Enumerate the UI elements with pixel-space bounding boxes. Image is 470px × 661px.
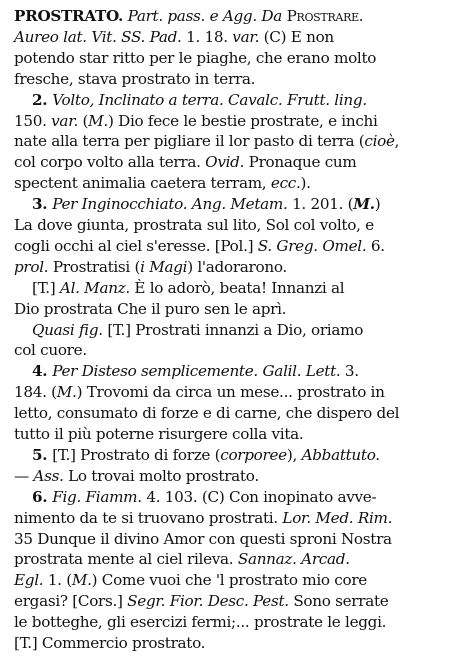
entry-text-segment: Per Inginocchiato. Ang. Metam. [52,195,288,214]
entry-line [14,257,287,277]
entry-line [14,403,399,423]
entry-text-segment: 6. [32,487,53,506]
entry-text-segment: M. [56,383,77,402]
entry-text-segment: ) Come vuoi che 'l prostrato mio core [91,571,367,590]
entry-text-segment: ) [374,195,381,214]
entry-text-segment: 35 Dunque il divino Amor con questi sproni Nostra [14,529,392,548]
entry-text-segment: È lo adorò, beata! Innanzi al [129,278,345,297]
entry-text-segment: (C) E non [259,27,334,46]
entry-text-segment: La dove giunta, prostrata sul lito, Sol col volto, e [14,216,374,234]
entry-text-segment: Segr. Fior. Desc. Pest. [127,592,289,611]
entry-text-segment: 4. [32,362,53,381]
entry-text-segment: fresche, stava prostrato in terra. [14,69,256,88]
entry-text-segment: Pronaque cum [244,153,357,172]
entry-line [14,340,87,360]
entry-text-segment: ). [300,174,311,193]
entry-text-segment: Part. pass. e Agg. Da [127,7,287,25]
entry-text-segment: le botteghe, gli esercizi fermi;... prostrate le leggi. [14,613,387,632]
headword: PROSTRATO. [14,7,124,25]
entry-text-segment: 2. [32,90,53,109]
entry-text-segment: 5. [32,445,53,464]
entry-text-segment: Fig. Fiamm. [52,487,142,506]
entry-text-segment: var. [51,111,79,130]
entry-line [14,591,388,611]
entry-text-segment: . [358,7,364,25]
entry-text-segment: letto, consumato di forze e di carne, che dispero del [14,404,400,423]
entry-text-segment: corporee [220,445,287,464]
entry-text-segment: [T.] [32,278,60,297]
entry-line [14,612,386,632]
entry-line [14,466,259,486]
entry-text-segment: col corpo volto alla terra. [14,153,206,172]
entry-text-segment: S. Greg. Omel. [257,236,367,255]
entry-line [14,152,357,172]
entry-line [14,299,286,319]
entry-text-segment: 1. 18. [181,27,233,46]
entry-text-segment: prostrata mente al ciel rileva. [14,550,238,569]
entry-text-segment: 3. [32,195,53,214]
entry-text-segment: col cuore. [14,341,87,360]
entry-text-segment: 1. 201. ( [287,195,354,214]
entry-text-segment: ) Trovomi da circa un mese... prostrato in [76,383,385,402]
entry-text-segment: , [394,132,400,151]
entry-line [32,445,380,465]
entry-text-segment: Aureo lat. Vit. SS. Pad. [14,27,182,46]
entry-text-segment: Per Disteso semplicemente. Galil. Lett. [52,362,341,381]
entry-text-segment: M. [71,571,92,590]
entry-text-segment: [T.] Prostrati innanzi a Dio, oriamo [102,320,364,339]
entry-text-segment: Ass. [33,466,64,485]
entry-line [14,549,350,569]
entry-line [32,90,367,110]
entry-text-segment: Prostratisi ( [48,257,141,276]
entry-text-segment: Prostrare [286,7,359,25]
entry-text-segment: Abbattuto. [301,445,380,464]
entry-line [32,278,344,298]
entry-text-segment: [T.] Prostrato di forze ( [52,445,221,464]
entry-line [32,320,363,340]
entry-text-segment: Sono serrate [288,592,389,611]
entry-text-segment: Volto, Inclinato a terra. Cavalc. Frutt. ling. [52,90,367,109]
entry-line [14,424,303,444]
entry-line [14,173,311,193]
entry-text-segment: prol. [14,257,49,276]
entry-text-segment: M. [88,111,108,130]
entry-text-segment: spectent animalia caetera terram, [14,174,271,193]
entry-text-segment: 6. [366,236,385,255]
entry-text-segment: ) l'adorarono. [187,257,287,276]
entry-text-segment: 4. 103. (C) Con inopinato avve- [141,487,377,506]
entry-text-segment: cogli occhi al ciel s'eresse. [Pol.] [14,236,258,255]
entry-text-segment: Sannaz. Arcad. [237,550,350,569]
entry-text-segment: nate alla terra per pigliare il lor pasto di terra ( [14,132,365,151]
entry-text-segment: ) Dio fece le bestie prostrate, e inchi [107,111,378,130]
entry-text-segment: Al. Manz. [59,278,130,297]
entry-text-segment: ), [286,445,302,464]
entry-text-segment: ( [78,111,89,130]
entry-line [14,633,205,653]
entry-line [14,570,367,590]
entry-text-segment: 184. ( [14,383,57,402]
entry-text-segment: Dio prostrata Che il puro sen le aprì. [14,299,287,318]
entry-line [14,69,255,89]
entry-line [32,194,380,214]
entry-text-segment: Egl. [14,571,44,590]
entry-text-segment: Lor. Med. Rim. [282,508,393,527]
entry-line [14,215,374,235]
entry-line [14,27,334,47]
entry-line [14,6,363,26]
entry-text-segment: [T.] Commercio prostrato. [14,634,206,652]
entry-text-segment: 3. [340,362,359,381]
entry-text-segment: 150. [14,111,52,130]
entry-text-segment: cioè [364,132,395,151]
entry-line [14,529,392,549]
entry-line [14,111,378,131]
entry-text-segment: tutto il più poterne risurgere colla vita. [14,425,304,443]
entry-text-segment: nimento da te si truovano prostrati. [14,508,283,527]
entry-text-segment: i Magi [140,257,188,276]
entry-text-segment: 1. ( [43,571,72,590]
entry-line [14,48,376,68]
entry-line [14,236,385,256]
entry-text-segment: Quasi fig. [32,320,103,339]
entry-line [14,508,392,528]
entry-text-segment: var. [232,27,260,46]
entry-text-segment: — [14,466,34,485]
entry-text-segment: ergasi? [Cors.] [14,592,128,611]
entry-text-segment: M. [353,195,375,214]
entry-line [14,382,385,402]
entry-text-segment: ecc. [270,174,301,193]
entry-text-segment: Ovid. [205,153,245,172]
entry-line [32,487,376,507]
entry-text-segment: Lo trovai molto prostrato. [63,466,259,485]
entry-line [14,131,399,151]
entry-text-segment: potendo star ritto per le piaghe, che erano molto [14,48,377,67]
entry-line [32,361,359,381]
